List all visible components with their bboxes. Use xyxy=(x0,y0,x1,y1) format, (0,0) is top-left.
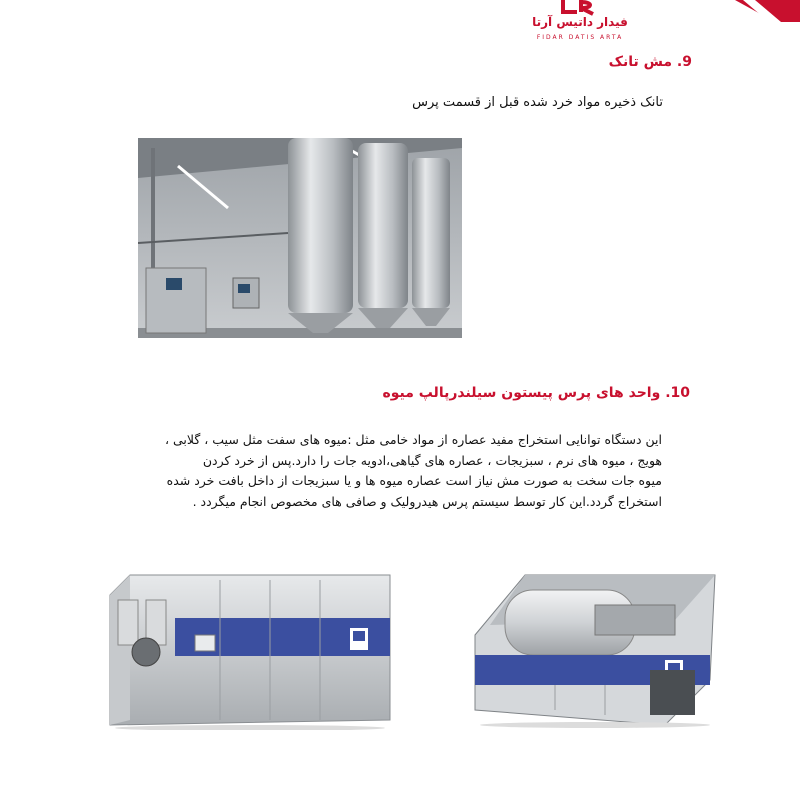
section-10-heading xyxy=(382,385,690,401)
section-title: واحد های پرس پیستون سیلندرپالپ میوه xyxy=(382,385,661,401)
section-number: 9. xyxy=(676,54,692,70)
section-9-heading xyxy=(609,54,692,70)
section-9-description: تانک ذخیره مواد خرد شده قبل از قسمت پرس xyxy=(412,95,663,110)
paragraph-line: میوه جات سخت به صورت مش نیاز است عصاره میوه ها و یا سبزیجات از داخل بافت خرد شده xyxy=(166,473,662,488)
corner-decoration-icon xyxy=(735,0,800,22)
brand-name-fa: فیدار داتیس آرتا xyxy=(532,15,628,29)
storage-tanks-photo xyxy=(138,138,462,338)
press-machine-closed-photo xyxy=(100,570,400,730)
brand-logo xyxy=(525,0,635,46)
paragraph-line: این دستگاه توانایی استخراج مفید عصاره از مواد خامی مثل :میوه های سفت مثل سیب ، گلابی ، xyxy=(164,432,662,447)
press-machine-open-photo xyxy=(455,560,725,730)
paragraph-line: هویج ، میوه های نرم ، سبزیجات ، عصاره های گیاهی،ادویه جات را دارد.پس از خرد کردن xyxy=(202,452,662,468)
paragraph-line: استخراج گردد.این کار توسط سیستم پرس هیدرولیک و صافی های مخصوص انجام میگردد . xyxy=(192,493,662,509)
brand-name-en: FIDAR DATIS ARTA xyxy=(536,34,624,41)
section-10-paragraph xyxy=(72,430,662,512)
section-title: مش تانک xyxy=(608,54,673,70)
logo-mark-icon xyxy=(559,0,601,16)
section-number: 10. xyxy=(665,385,690,401)
